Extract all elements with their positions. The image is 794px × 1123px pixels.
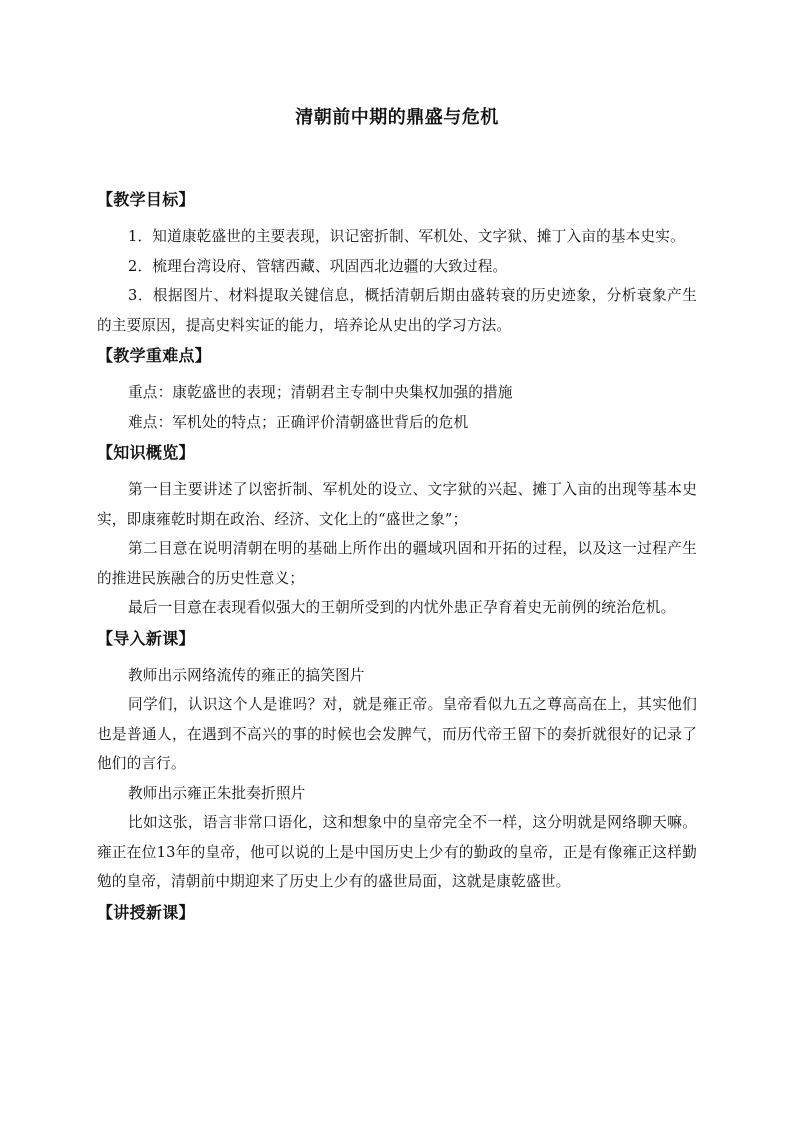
document-title: 清朝前中期的鼎盛与危机 [295, 107, 499, 128]
paragraph: 教师出示网络流传的雍正的搞笑图片 [128, 666, 365, 684]
section-heading: 【导入新课】 [97, 628, 195, 648]
paragraph: 教师出示雍正朱批奏折照片 [128, 784, 306, 802]
section-heading: 【教学重难点】 [97, 346, 212, 365]
paragraph: 第一目主要讲述了以密折制、军机处的设立、文字狱的兴起、摊丁入亩的出现等基本史实，即康雍乾时期在政治、经济、文化上的“盛世之象”； [97, 481, 697, 528]
section-knowledge-overview [97, 439, 697, 623]
section-heading: 【教学目标】 [97, 190, 195, 209]
paragraph: 重点：康乾盛世的表现；清朝君主专制中央集权加强的措施 [128, 384, 513, 401]
section-heading: 【讲授新课】 [97, 902, 195, 922]
section-lesson-intro [97, 625, 697, 897]
section-key-points [97, 342, 697, 437]
paragraph: 比如这张，语言非常口语化，这和想象中的皇帝完全不一样，这分明就是网络聊天嘛。雍正在位13年的皇帝，他可以说的上是中国历史上少有的勤政的皇帝，正是有像雍正这样勤勉的皇帝，清朝前中期迎来了历史上少有的盛世局面，这就是康乾盛世。 [97, 814, 697, 890]
section-teaching-objectives [97, 186, 697, 340]
paragraph: 2．梳理台湾设府、管辖西藏、巩固西北边疆的大致过程。 [128, 257, 508, 275]
section-heading: 【知识概览】 [97, 443, 195, 462]
paragraph: 1．知道康乾盛世的主要表现，识记密折制、军机处、文字狱、摊丁入亩的基本史实。 [128, 228, 685, 245]
paragraph: 同学们，认识这个人是谁吗？对，就是雍正帝。皇帝看似九五之尊高高在上，其实他们也是普通人，在遇到不高兴的事的时候也会发脾气，而历代帝王留下的奏折就很好的记录了他们的言行。 [97, 696, 697, 772]
paragraph: 最后一目意在表现看似强大的王朝所受到的内忧外患正孕育着史无前例的统治危机。 [128, 599, 676, 616]
section-new-lesson [97, 899, 697, 927]
paragraph: 难点：军机处的特点；正确评价清朝盛世背后的危机 [128, 413, 469, 431]
paragraph: 3．根据图片、材料提取关键信息，概括清朝后期由盛转衰的历史迹象，分析衰象产生的主要原因，提高史料实证的能力，培养论从史出的学习方法。 [97, 287, 697, 334]
document-body [97, 186, 697, 935]
paragraph: 第二目意在说明清朝在明的基础上所作出的疆域巩固和开拓的过程，以及这一过程产生的推进民族融合的历史性意义； [97, 540, 697, 587]
